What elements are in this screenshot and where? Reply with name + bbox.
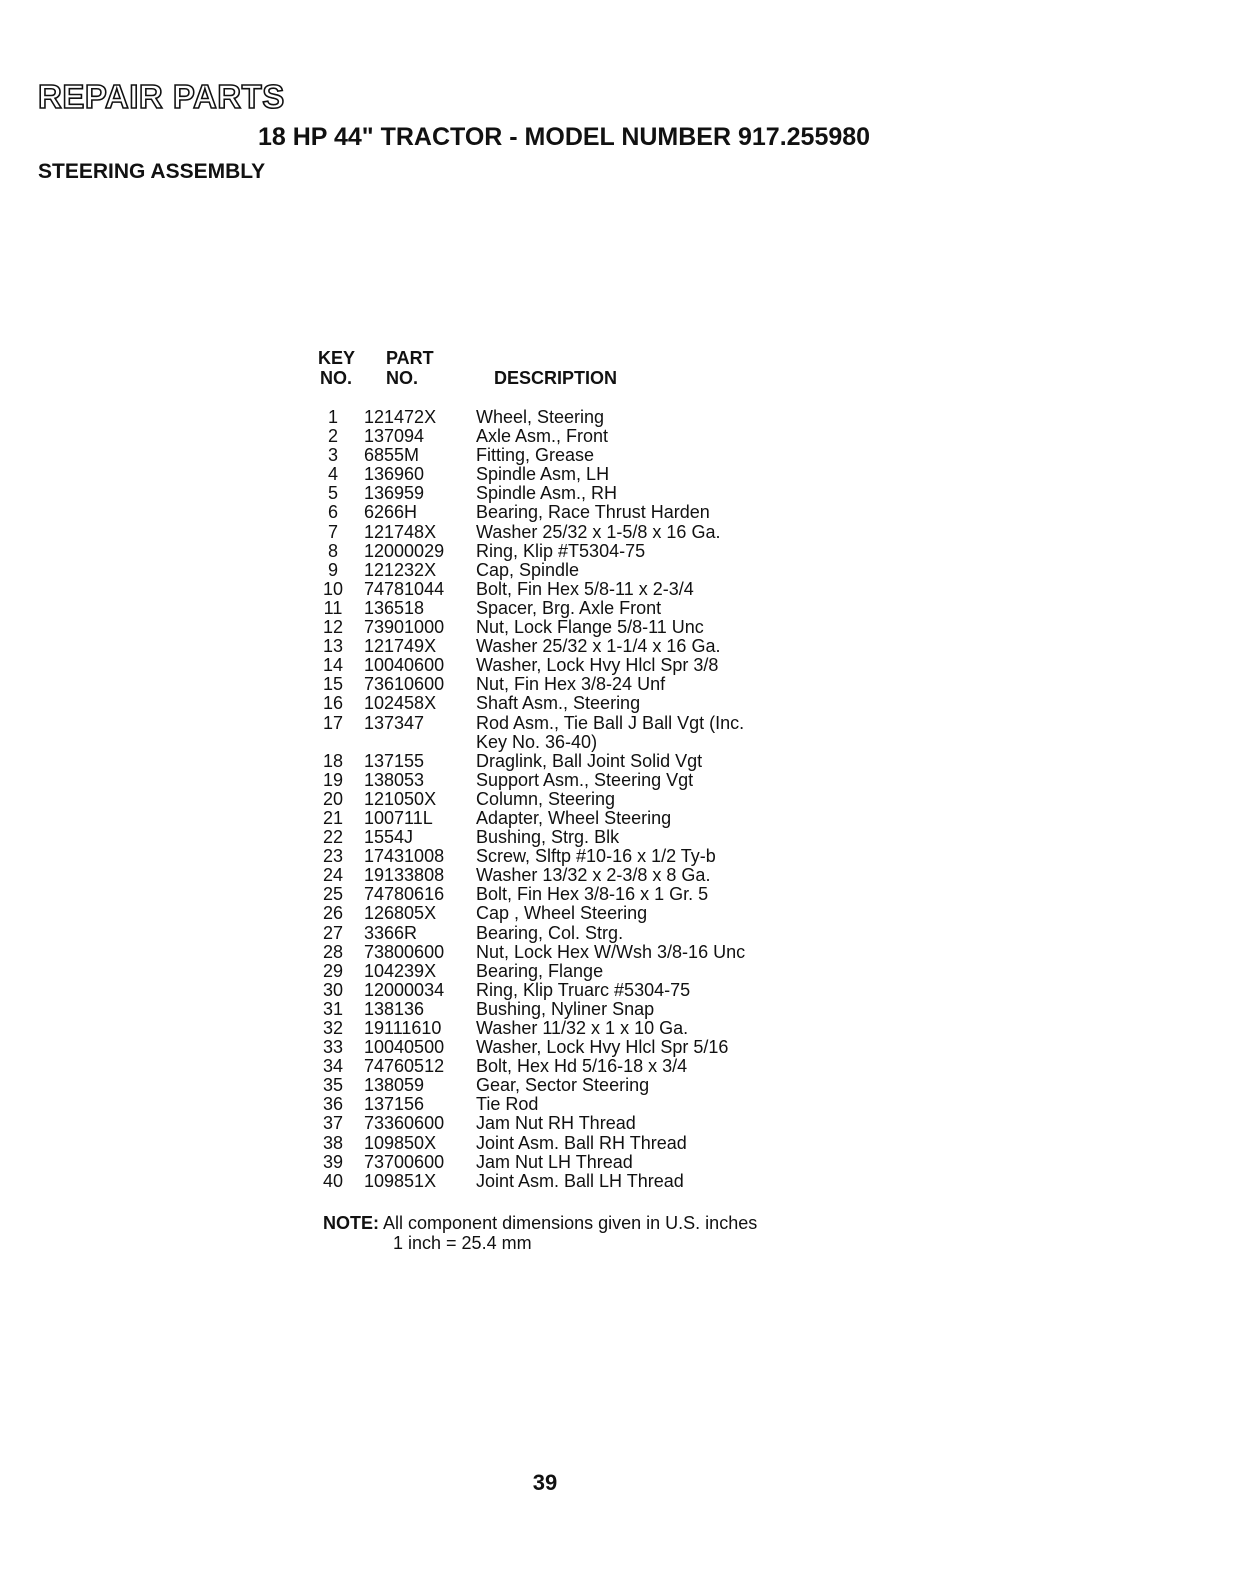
part-description [476,1153,858,1172]
description-line: Washer 11/32 x 1 x 10 Ga. [476,1018,689,1038]
part-description [476,752,858,771]
description-line: Draglink, Ball Joint Solid Vgt [476,750,703,771]
part-description [476,1095,858,1114]
part-number: 12000029 [364,540,445,561]
table-row [318,904,858,923]
part-number: 138053 [364,769,425,790]
description-line: Cap , Wheel Steering [476,903,648,924]
part-description [476,1057,858,1076]
key-number: 12 [322,617,344,638]
table-row [318,752,858,771]
page-title: REPAIR PARTS [38,78,285,115]
key-number: 22 [322,827,344,848]
part-description [476,561,858,580]
table-row [318,694,858,713]
part-number: 136959 [364,483,425,504]
part-description [476,866,858,885]
description-line: Ring, Klip Truarc #5304-75 [476,979,691,1000]
key-number: 24 [322,865,344,886]
table-row [318,599,858,618]
description-line: Adapter, Wheel Steering [476,807,672,828]
part-description [476,599,858,618]
description-line: Nut, Lock Hex W/Wsh 3/8-16 Unc [476,941,746,962]
key-number: 40 [322,1170,344,1191]
table-row [318,1038,858,1057]
key-number: 11 [323,597,343,618]
description-line: Wheel, Steering [476,407,605,427]
part-header-line2: NO. [386,368,419,388]
parts-rows [318,408,858,1191]
page-number: 39 [532,1470,558,1495]
key-number: 27 [322,922,344,943]
description-line: Jam Nut RH Thread [476,1113,636,1134]
description-line: Joint Asm. Ball RH Thread [476,1132,687,1153]
part-number: 138136 [364,998,425,1019]
part-description [476,847,858,866]
part-description [476,694,858,713]
part-number: 73360600 [364,1113,445,1134]
part-number: 100711L [364,807,433,828]
key-number: 4 [327,464,338,485]
description-line: Support Asm., Steering Vgt [476,769,694,790]
key-header-line2: NO. [320,368,353,388]
part-description [476,408,858,427]
part-description [476,924,858,943]
description-line: Bearing, Race Thrust Harden [476,502,710,523]
description-line: Spindle Asm, LH [476,464,610,485]
description-line: Spacer, Brg. Axle Front [476,597,662,618]
table-row [318,656,858,675]
part-description [476,580,858,599]
key-number: 3 [327,445,338,466]
part-number: 74760512 [364,1056,445,1077]
key-number: 32 [322,1018,344,1038]
part-number: 136518 [364,597,425,618]
key-number: 14 [322,655,344,676]
part-description [476,1000,858,1019]
model-title: 18 HP 44" TRACTOR - MODEL NUMBER 917.255980 [258,123,871,151]
description-line: Gear, Sector Steering [476,1075,650,1096]
table-row [318,1057,858,1076]
part-description [476,503,858,522]
description-line: Bushing, Nyliner Snap [476,998,655,1019]
parts-table [318,348,858,1191]
key-number: 21 [322,807,344,828]
key-number: 6 [327,502,338,523]
table-row [318,943,858,962]
description-line: Joint Asm. Ball LH Thread [476,1170,684,1191]
part-description [476,484,858,503]
table-row [318,771,858,790]
part-description [476,427,858,446]
part-number: 126805X [364,903,437,924]
part-description [476,790,858,809]
table-row [318,427,858,446]
part-description [476,656,858,675]
description-line: Spindle Asm., RH [476,483,618,504]
part-header-line1: PART [386,348,434,368]
part-number: 73700600 [364,1151,445,1172]
key-number: 16 [322,693,344,714]
description-line: Washer 25/32 x 1-1/4 x 16 Ga. [476,636,721,657]
part-description [476,637,858,656]
part-number: 10040500 [364,1037,445,1058]
part-number: 121472X [364,407,437,427]
part-number: 3366R [364,922,418,943]
key-number: 5 [327,483,338,504]
key-number: 8 [327,540,338,561]
part-description [476,904,858,923]
part-description [476,943,858,962]
part-number: 74780616 [364,884,445,905]
description-line: Bearing, Col. Strg. [476,922,624,943]
key-number: 28 [322,941,344,962]
key-number: 30 [322,979,344,1000]
key-number: 2 [327,426,338,447]
description-line: Washer 25/32 x 1-5/8 x 16 Ga. [476,521,721,542]
description-line: Shaft Asm., Steering [476,693,641,714]
part-description [476,1114,858,1133]
part-description [476,962,858,981]
part-number: 109851X [364,1170,437,1191]
table-row [318,847,858,866]
table-row [318,618,858,637]
part-number: 121232X [364,559,437,580]
table-row [318,1134,858,1153]
description-line: Bolt, Fin Hex 3/8-16 x 1 Gr. 5 [476,884,709,905]
table-row [318,924,858,943]
part-description [476,1172,858,1191]
description-line: Bolt, Fin Hex 5/8-11 x 2-3/4 [476,578,694,599]
table-row [318,1095,858,1114]
part-number: 19133808 [364,865,445,886]
description-line: Washer, Lock Hvy Hlcl Spr 5/16 [476,1037,729,1058]
part-description [476,675,858,694]
description-line: Screw, Slftp #10-16 x 1/2 Ty-b [476,846,716,867]
table-row [318,866,858,885]
key-number: 23 [322,846,344,867]
part-number: 137155 [364,750,425,771]
key-number: 36 [322,1094,344,1115]
key-number: 37 [322,1113,344,1134]
part-number: 17431008 [364,846,445,867]
table-row [318,1153,858,1172]
part-number: 102458X [364,693,437,714]
table-row [318,408,858,427]
key-number: 18 [322,750,344,771]
part-number: 73901000 [364,617,445,638]
part-description [476,446,858,465]
part-description [476,465,858,484]
description-line: Column, Steering [476,788,616,809]
description-line: Tie Rod [476,1094,539,1115]
key-number: 33 [322,1037,344,1058]
description-line: Bolt, Hex Hd 5/16-18 x 3/4 [476,1056,688,1077]
part-description [476,1076,858,1095]
part-number: 137094 [364,426,425,447]
table-row [318,580,858,599]
table-row [318,484,858,503]
part-description [476,1019,858,1038]
part-number: 19111610 [364,1018,442,1038]
part-number: 6855M [364,445,420,466]
key-number: 29 [322,960,344,981]
note-label: NOTE: [323,1213,379,1233]
table-row [318,637,858,656]
table-row [318,885,858,904]
part-number: 138059 [364,1075,425,1096]
description-line: Bushing, Strg. Blk [476,827,620,848]
key-number: 20 [322,788,344,809]
key-number: 13 [322,636,344,657]
table-row [318,962,858,981]
part-number: 74781044 [364,578,445,599]
description-line: Jam Nut LH Thread [476,1151,633,1172]
part-description [476,618,858,637]
key-number: 15 [322,674,344,695]
key-number: 35 [322,1075,344,1096]
part-description [476,828,858,847]
part-description [476,523,858,542]
part-number: 121749X [364,636,437,657]
table-row [318,1076,858,1095]
key-number: 26 [322,903,344,924]
table-row [318,446,858,465]
part-number: 10040600 [364,655,445,676]
key-number: 34 [322,1056,344,1077]
part-number: 136960 [364,464,425,485]
part-description [476,771,858,790]
key-number: 25 [322,884,344,905]
table-row [318,1114,858,1133]
description-line: Washer 13/32 x 2-3/8 x 8 Ga. [476,865,711,886]
part-number: 109850X [364,1132,437,1153]
part-number: 137156 [364,1094,425,1115]
part-description [476,714,858,752]
part-number: 12000034 [364,979,445,1000]
table-row [318,465,858,484]
key-number: 17 [322,712,344,733]
description-line: Nut, Fin Hex 3/8-24 Unf [476,674,666,695]
section-title: STEERING ASSEMBLY [38,160,266,183]
table-row [318,1000,858,1019]
description-line: Bearing, Flange [476,960,604,981]
part-number: 73610600 [364,674,445,695]
key-number: 19 [322,769,344,790]
part-number: 121050X [364,788,437,809]
key-number: 39 [322,1151,344,1172]
table-row [318,828,858,847]
description-line: Ring, Klip #T5304-75 [476,540,646,561]
part-description [476,885,858,904]
table-row [318,1019,858,1038]
table-header [318,348,858,394]
part-number: 104239X [364,960,437,981]
part-description [476,1038,858,1057]
table-row [318,675,858,694]
note [323,1213,757,1253]
note-line-1: All component dimensions given in U.S. inches [383,1213,758,1233]
table-row [318,503,858,522]
note-line-2: 1 inch = 25.4 mm [393,1233,532,1253]
description-header: DESCRIPTION [494,368,618,388]
description-line: Washer, Lock Hvy Hlcl Spr 3/8 [476,655,719,676]
key-number: 9 [327,559,338,580]
description-line: Nut, Lock Flange 5/8-11 Unc [476,617,704,638]
part-description [476,981,858,1000]
table-row [318,542,858,561]
key-number: 38 [322,1132,344,1153]
description-line-continued: Key No. 36-40) [476,731,598,752]
description-line: Rod Asm., Tie Ball J Ball Vgt (Inc. [476,712,745,733]
key-number: 7 [327,521,338,542]
table-row [318,809,858,828]
table-row [318,561,858,580]
part-number: 121748X [364,521,437,542]
description-line: Cap, Spindle [476,559,580,580]
table-row [318,714,858,752]
key-header-line1: KEY [318,348,356,368]
description-line: Fitting, Grease [476,445,595,466]
part-number: 6266H [364,502,418,523]
part-number: 1554J [364,827,414,848]
description-line: Axle Asm., Front [476,426,609,447]
key-number: 10 [322,578,344,599]
part-description [476,542,858,561]
table-row [318,1172,858,1191]
key-number: 31 [322,998,344,1019]
part-number: 137347 [364,712,425,733]
part-description [476,1134,858,1153]
table-row [318,981,858,1000]
part-number: 73800600 [364,941,445,962]
part-description [476,809,858,828]
table-row [318,790,858,809]
key-number: 1 [327,407,338,427]
table-row [318,523,858,542]
